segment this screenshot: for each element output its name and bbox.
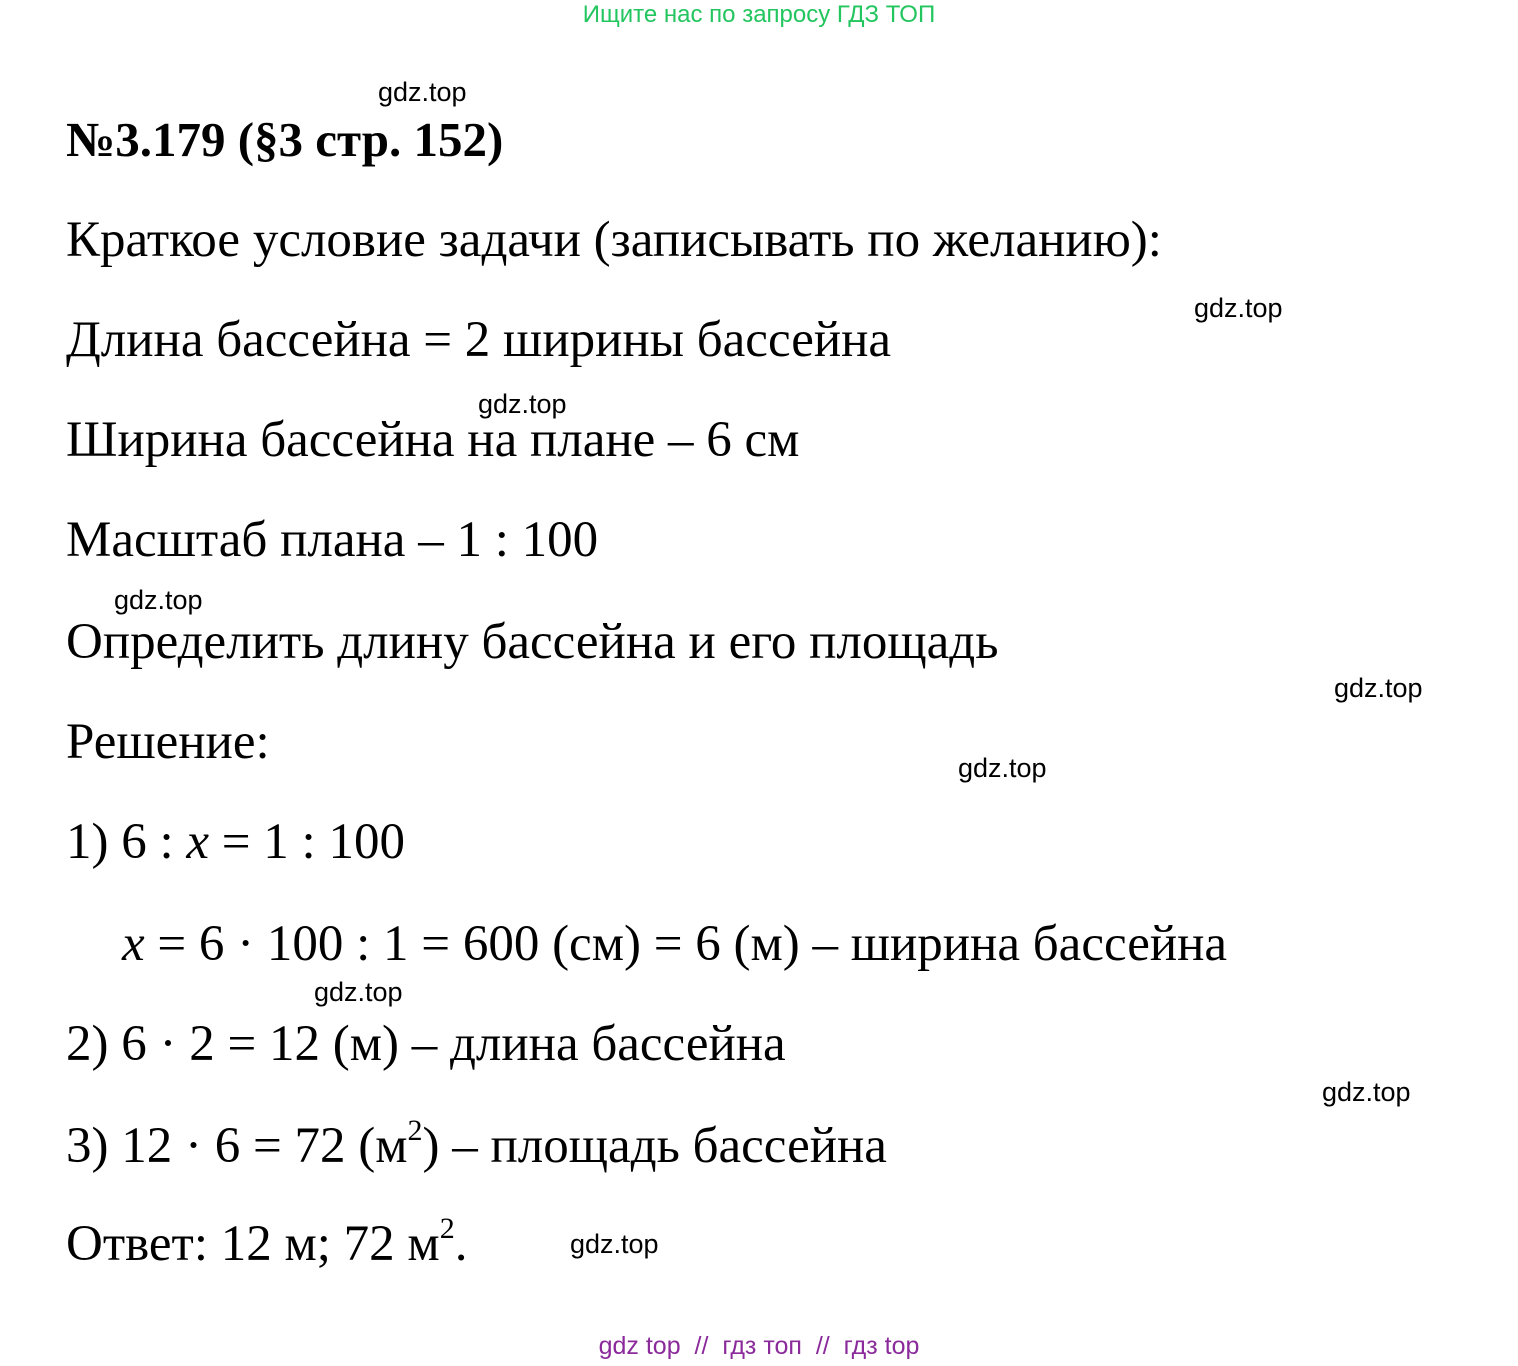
step1-result-text: = 6 · 100 : 1 = 600 (см) = 6 (м) – ширина бассейна — [144, 916, 1228, 972]
step3-prefix: 3) 12 · 6 = 72 (м — [66, 1118, 408, 1174]
solution-header: Решение: — [66, 714, 270, 770]
step3-superscript: 2 — [407, 1114, 423, 1147]
watermark: gdz.top — [314, 977, 403, 1007]
variable-x: x — [122, 916, 145, 972]
condition-line-width: Ширина бассейна на плане – 6 см — [66, 412, 800, 468]
bottom-separator: // — [815, 1332, 830, 1360]
bottom-banner — [0, 1330, 1518, 1362]
watermark: gdz.top — [1334, 673, 1423, 703]
step1-prefix: 1) 6 : — [66, 814, 187, 870]
watermark: gdz.top — [570, 1229, 659, 1259]
solution-step1-result — [122, 914, 1227, 974]
bottom-link-1[interactable]: gdz top — [598, 1332, 681, 1360]
answer-line — [66, 1214, 467, 1274]
bottom-link-2[interactable]: гдз топ — [722, 1332, 802, 1360]
step3-suffix: ) – площадь бассейна — [422, 1118, 887, 1174]
watermark: gdz.top — [378, 77, 467, 107]
solution-step2: 2) 6 · 2 = 12 (м) – длина бассейна — [66, 1016, 786, 1072]
answer-superscript: 2 — [439, 1212, 455, 1245]
top-banner: Ищите нас по запросу ГДЗ ТОП — [582, 1, 936, 28]
watermark: gdz.top — [1322, 1077, 1411, 1107]
answer-suffix: . — [454, 1216, 468, 1272]
watermark: gdz.top — [958, 753, 1047, 783]
page-title: №3.179 (§3 стр. 152) — [66, 112, 504, 167]
bottom-separator: // — [694, 1332, 709, 1360]
condition-line-question: Определить длину бассейна и его площадь — [66, 614, 999, 670]
answer-prefix: Ответ: 12 м; 72 м — [66, 1216, 440, 1272]
variable-x: x — [186, 814, 210, 870]
condition-header: Краткое условие задачи (записывать по желанию): — [66, 212, 1162, 268]
condition-line-scale: Масштаб плана – 1 : 100 — [66, 512, 599, 568]
watermark: gdz.top — [478, 389, 567, 419]
solution-step3 — [66, 1116, 887, 1176]
solution-step1-equation — [66, 812, 405, 872]
condition-line-length: Длина бассейна = 2 ширины бассейна — [66, 312, 892, 368]
step1-suffix: = 1 : 100 — [209, 814, 405, 870]
watermark: gdz.top — [114, 585, 203, 615]
bottom-link-3[interactable]: гдз top — [843, 1332, 920, 1360]
watermark: gdz.top — [1194, 293, 1283, 323]
